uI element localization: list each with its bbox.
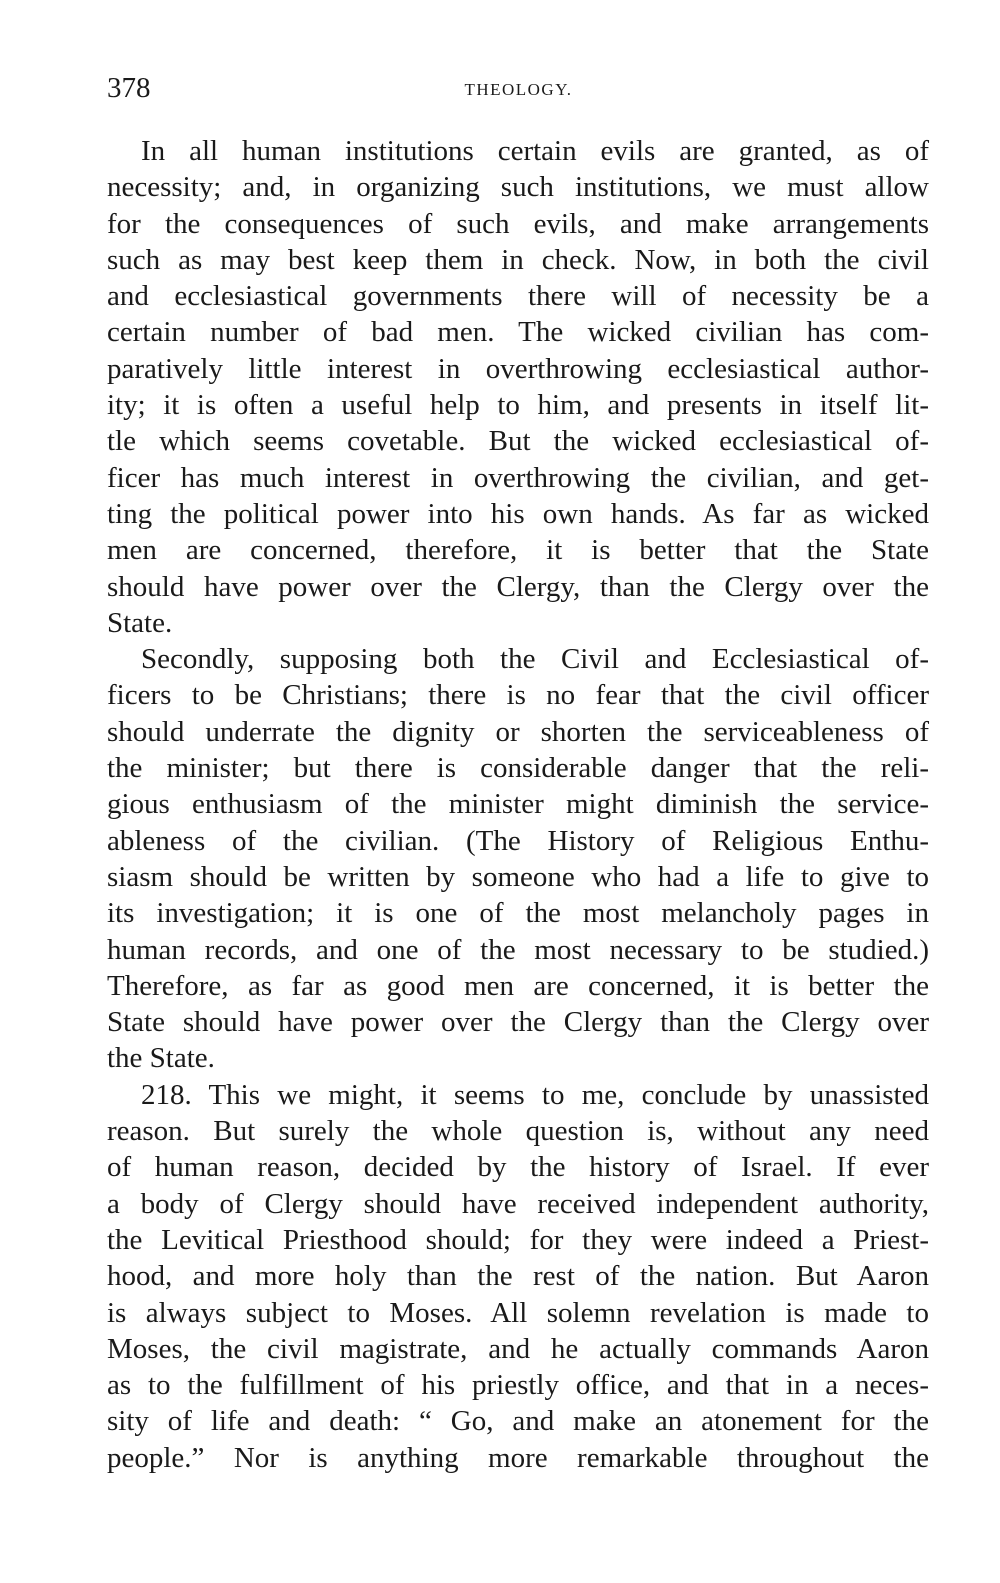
text-line: and ecclesiastical governments there will of necessity be a — [107, 280, 929, 313]
text-line: hood, and more holy than the rest of the nation. But Aaron — [107, 1260, 929, 1293]
running-title: THEOLOGY. — [464, 80, 573, 99]
text-line: Secondly, supposing both the Civil and Ecclesiastical of- — [141, 643, 929, 676]
text-line: In all human institutions certain evils are granted, as of — [141, 135, 929, 167]
text-line: Moses, the civil magistrate, and he actually commands Aaron — [107, 1332, 929, 1365]
text-line: of human reason, decided by the history of Israel. If ever — [107, 1151, 929, 1184]
text-line: gious enthusiasm of the minister might diminish the service- — [107, 788, 929, 821]
text-line: sity of life and death: “ Go, and make an atonement for the — [107, 1405, 929, 1438]
running-head — [107, 70, 930, 110]
text-line: human records, and one of the most necessary to be studied.) — [107, 933, 929, 966]
page-number: 378 — [107, 72, 151, 104]
text-line: ableness of the civilian. (The History of Religious Enthu- — [107, 824, 929, 857]
text-line: as to the fulfillment of his priestly office, and that in a neces- — [107, 1369, 929, 1402]
text-line: people.” Nor is anything more remarkable throughout the — [107, 1441, 929, 1474]
paragraph-section-218 — [107, 1077, 929, 1476]
text-line: the minister; but there is considerable danger that the reli- — [107, 752, 929, 785]
text-line: a body of Clergy should have received independent authority, — [107, 1187, 929, 1220]
paragraph-institutions — [107, 133, 929, 641]
text-line: ficer has much interest in overthrowing the civilian, and get- — [107, 461, 929, 494]
text-line: necessity; and, in organizing such institutions, we must allow — [107, 171, 929, 204]
text-line: certain number of bad men. The wicked civilian has com- — [107, 316, 929, 349]
text-line: men are concerned, therefore, it is better that the State — [107, 534, 929, 567]
text-line: tle which seems covetable. But the wicked ecclesiastical of- — [107, 425, 929, 458]
text-line: such as may best keep them in check. Now, in both the civil — [107, 243, 929, 276]
text-line: ting the political power into his own hands. As far as wicked — [107, 497, 929, 530]
text-line: the Levitical Priesthood should; for they were indeed a Priest- — [107, 1223, 929, 1256]
text-line: State. — [107, 606, 173, 639]
text-line: State should have power over the Clergy than the Clergy over — [107, 1006, 929, 1039]
text-line: paratively little interest in overthrowing ecclesiastical author- — [107, 352, 929, 385]
text-line: the State. — [107, 1042, 215, 1075]
body-text — [107, 133, 929, 1476]
text-line: is always subject to Moses. All solemn revelation is made to — [107, 1296, 929, 1329]
text-line: should underrate the dignity or shorten the serviceableness of — [107, 715, 929, 748]
text-line: Therefore, as far as good men are concerned, it is better the — [107, 969, 929, 1002]
text-line: reason. But surely the whole question is, without any need — [107, 1115, 929, 1148]
text-line: should have power over the Clergy, than the Clergy over the — [107, 570, 929, 603]
text-line: ity; it is often a useful help to him, and presents in itself lit- — [107, 389, 929, 422]
text-line: siasm should be written by someone who had a life to give to — [107, 860, 929, 893]
text-line: for the consequences of such evils, and make arrangements — [107, 207, 929, 240]
text-line: its investigation; it is one of the most melancholy pages in — [107, 897, 929, 930]
paragraph-secondly — [107, 641, 929, 1077]
text-line: ficers to be Christians; there is no fear that the civil officer — [107, 679, 929, 712]
text-line: 218. This we might, it seems to me, conclude by unassisted — [141, 1078, 929, 1111]
